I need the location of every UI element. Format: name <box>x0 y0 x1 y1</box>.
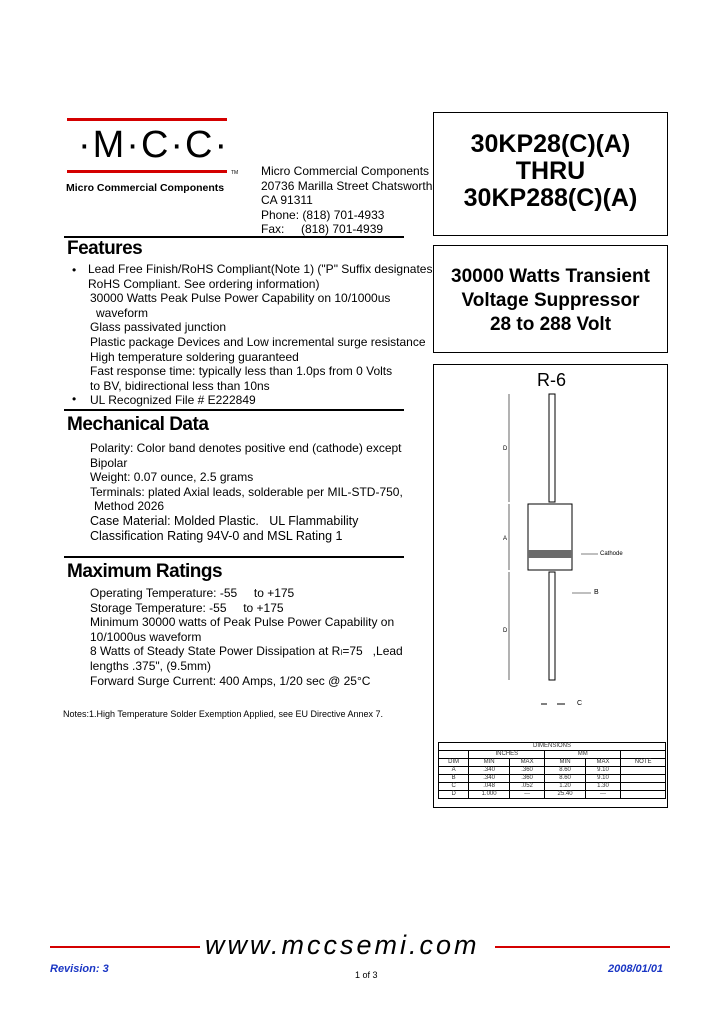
package-name: R-6 <box>537 370 567 390</box>
mechanical-line: Terminals: plated Axial leads, solderable per MIL-STD-750, <box>90 484 403 499</box>
mechanical-line: Method 2026 <box>94 499 165 514</box>
feature-line: High temperature soldering guaranteed <box>90 349 299 364</box>
logo-subtitle: Micro Commercial Components <box>66 182 225 194</box>
feature-line: Plastic package Devices and Low incremental surge resistance <box>90 334 426 349</box>
document-date: 2008/01/01 <box>608 963 664 975</box>
features-list <box>88 262 432 408</box>
mechanical-top-rule <box>64 409 404 411</box>
mechanical-line: Bipolar <box>90 455 128 470</box>
feature-line: 30000 Watts Peak Pulse Power Capability on 10/1000us <box>90 291 391 306</box>
feature-line: Glass passivated junction <box>90 320 227 335</box>
dim-label-a: A <box>503 536 508 542</box>
part-number-thru: THRU <box>515 157 586 185</box>
column-header: MIN <box>545 759 586 767</box>
column-header: MAX <box>509 759 544 767</box>
address-line: Phone: (818) 701-4933 <box>261 207 385 222</box>
rating-line: Minimum 30000 watts of Peak Pulse Power Capability on <box>90 615 395 630</box>
revision-label: Revision: 3 <box>50 963 109 975</box>
feature-line: Fast response time: typically less than 1.0ps from 0 Volts <box>90 364 393 379</box>
mm-group-header: MM <box>545 751 621 759</box>
rating-line: Operating Temperature: -55 to +175 <box>90 586 295 600</box>
bullet: • <box>72 263 77 277</box>
company-address <box>261 164 432 237</box>
rating-line: 8 Watts of Steady State Power Dissipation at Rₗ=75 ,Lead <box>90 644 403 659</box>
dimensions-table <box>438 742 666 799</box>
description-line: Voltage Suppressor <box>461 290 640 311</box>
company-logo: ·M·C·C· <box>78 124 230 166</box>
rating-line: Storage Temperature: -55 to +175 <box>90 600 284 615</box>
mechanical-line: Weight: 0.07 ounce, 2.5 grams <box>90 470 254 485</box>
part-number-end: 30KP288(C)(A) <box>463 184 638 212</box>
ratings-top-rule <box>64 556 404 558</box>
table-row: B .340 .360 8.60 9.10 <box>439 775 666 783</box>
column-header: MAX <box>585 759 620 767</box>
product-description-box <box>433 245 668 353</box>
column-header: DIM <box>439 759 469 767</box>
dim-label-d-bottom: D <box>503 628 508 634</box>
bottom-lead <box>549 572 555 680</box>
cathode-band <box>528 550 572 558</box>
cathode-label: Cathode <box>600 551 623 557</box>
bullet: • <box>72 392 77 406</box>
website-link[interactable]: www.mccsemi.com <box>205 930 480 960</box>
mechanical-list <box>90 441 403 543</box>
table-row: C .048 .052 1.20 1.30 <box>439 783 666 791</box>
top-lead <box>549 394 555 502</box>
dim-label-d-top: D <box>503 446 508 452</box>
feature-line: to BV, bidirectional less than 10ns <box>90 378 270 393</box>
inches-group-header: INCHES <box>469 751 545 759</box>
dim-label-b: B <box>594 589 599 596</box>
description-line: 28 to 288 Volt <box>489 314 612 335</box>
notes: Notes:1.High Temperature Solder Exemption Applied, see EU Directive Annex 7. <box>63 709 384 719</box>
dimensions-header: DIMENSIONS <box>439 743 666 751</box>
mechanical-line: Classification Rating 94V-0 and MSL Rating 1 <box>90 528 343 543</box>
footer-rule-right <box>495 946 670 948</box>
page-number: 1 of 3 <box>355 970 378 980</box>
address-line: 20736 Marilla Street Chatsworth <box>261 178 433 193</box>
trademark-mark: TM <box>231 170 239 176</box>
features-heading: Features <box>67 238 143 259</box>
rating-line: Forward Surge Current: 400 Amps, 1/20 sec @ 25°C <box>90 673 371 688</box>
feature-line: Lead Free Finish/RoHS Compliant(Note 1) ("P" Suffix designates <box>88 262 433 276</box>
table-row: D 1.000 --- 25.40 --- <box>439 791 666 799</box>
rating-line: lengths .375", (9.5mm) <box>90 658 211 673</box>
package-drawing <box>433 364 667 734</box>
address-line: Fax: (818) 701-4939 <box>261 222 384 236</box>
address-line: CA 91311 <box>261 193 313 207</box>
part-number-start: 30KP28(C)(A) <box>470 130 631 158</box>
feature-line: RoHS Compliant. See ordering information) <box>88 276 320 291</box>
description-line: 30000 Watts Transient <box>451 266 650 287</box>
diode-body <box>528 504 572 570</box>
ratings-heading: Maximum Ratings <box>67 561 223 582</box>
ratings-list <box>90 586 403 688</box>
table-row: A .340 .360 8.60 9.10 <box>439 767 666 775</box>
mechanical-line: Polarity: Color band denotes positive end (cathode) except <box>90 441 402 455</box>
rating-line: 10/1000us waveform <box>90 629 202 644</box>
feature-line: waveform <box>96 305 149 320</box>
logo-top-rule <box>67 118 227 121</box>
part-number-box <box>433 112 668 236</box>
mechanical-line: Case Material: Molded Plastic. UL Flammability <box>90 513 359 528</box>
mechanical-heading: Mechanical Data <box>67 414 209 435</box>
dim-label-c: C <box>577 700 583 707</box>
column-header: MIN <box>469 759 510 767</box>
feature-line: UL Recognized File # E222849 <box>90 393 256 408</box>
footer-rule-left <box>50 946 200 948</box>
logo-bottom-rule <box>67 170 227 173</box>
address-line: Micro Commercial Components <box>261 164 430 178</box>
column-header: NOTE <box>621 759 666 767</box>
